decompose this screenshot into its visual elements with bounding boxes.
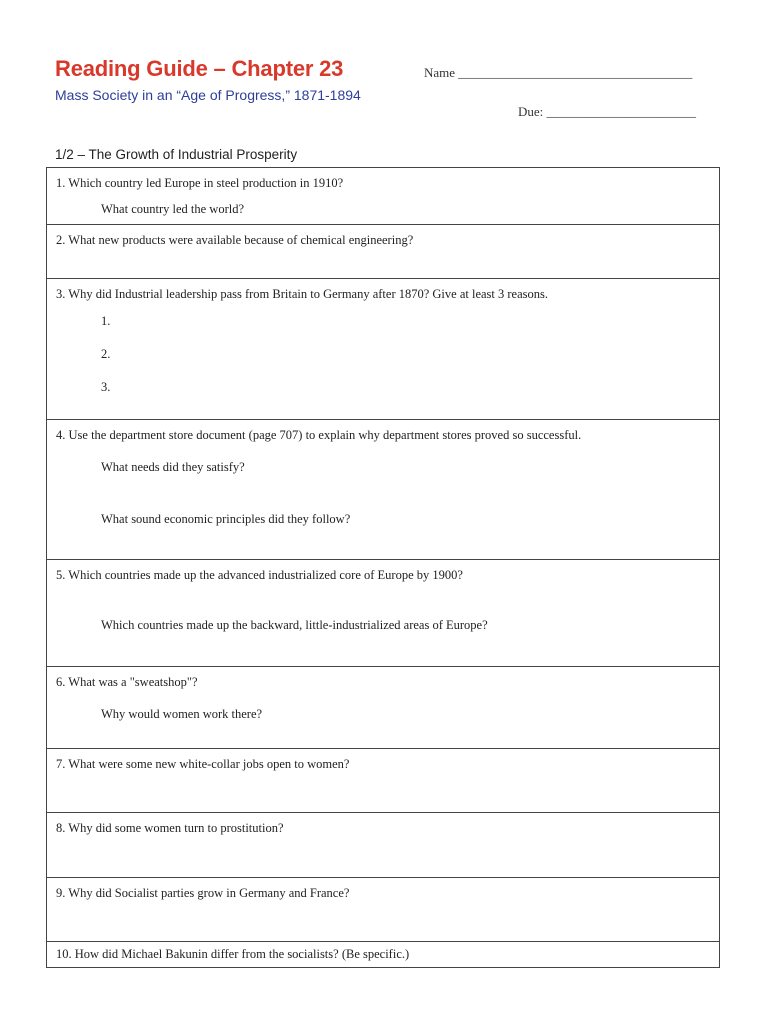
sub-question: Which countries made up the backward, little-industrialized areas of Europe? <box>101 618 488 632</box>
answer-number: 2. <box>101 347 111 361</box>
question-row-8[interactable] <box>47 813 719 878</box>
question-row-9[interactable] <box>47 878 719 942</box>
page-subtitle: Mass Society in an “Age of Progress,” 1871-1894 <box>55 87 361 103</box>
page-title: Reading Guide – Chapter 23 <box>55 56 344 81</box>
question-row-3[interactable] <box>47 279 719 420</box>
question-text: 10. How did Michael Bakunin differ from the socialists? (Be specific.) <box>56 947 410 961</box>
answer-number: 3. <box>101 380 111 394</box>
question-text: 2. What new products were available because of chemical engineering? <box>56 233 414 247</box>
question-row-7[interactable] <box>47 749 719 813</box>
question-text: 3. Why did Industrial leadership pass from Britain to Germany after 1870? Give at least 3 reasons. <box>56 287 548 301</box>
name-field[interactable]: Name ____________________________________ <box>424 65 693 80</box>
answer-number: 1. <box>101 314 111 328</box>
question-row-6[interactable] <box>47 667 719 749</box>
questions-table <box>46 167 720 968</box>
question-row-5[interactable] <box>47 560 719 667</box>
question-text: 4. Use the department store document (page 707) to explain why department stores proved so successful. <box>56 428 582 442</box>
question-row-2[interactable] <box>47 225 719 279</box>
sub-question: Why would women work there? <box>101 707 263 721</box>
sub-question: What sound economic principles did they follow? <box>101 512 351 526</box>
question-row-4[interactable] <box>47 420 719 560</box>
question-row-10[interactable] <box>47 942 719 967</box>
question-text: 5. Which countries made up the advanced industrialized core of Europe by 1900? <box>56 568 463 582</box>
section-heading: 1/2 – The Growth of Industrial Prosperity <box>55 147 298 162</box>
question-text: 9. Why did Socialist parties grow in Germany and France? <box>56 886 350 900</box>
question-text: 7. What were some new white-collar jobs open to women? <box>56 757 350 771</box>
question-text: 8. Why did some women turn to prostitution? <box>56 821 284 835</box>
sub-question: What country led the world? <box>101 202 245 216</box>
question-text: 1. Which country led Europe in steel production in 1910? <box>56 176 344 190</box>
sub-question: What needs did they satisfy? <box>101 460 245 474</box>
due-field[interactable]: Due: _______________________ <box>518 104 697 119</box>
question-row-1[interactable] <box>47 168 719 225</box>
question-text: 6. What was a "sweatshop"? <box>56 675 198 689</box>
